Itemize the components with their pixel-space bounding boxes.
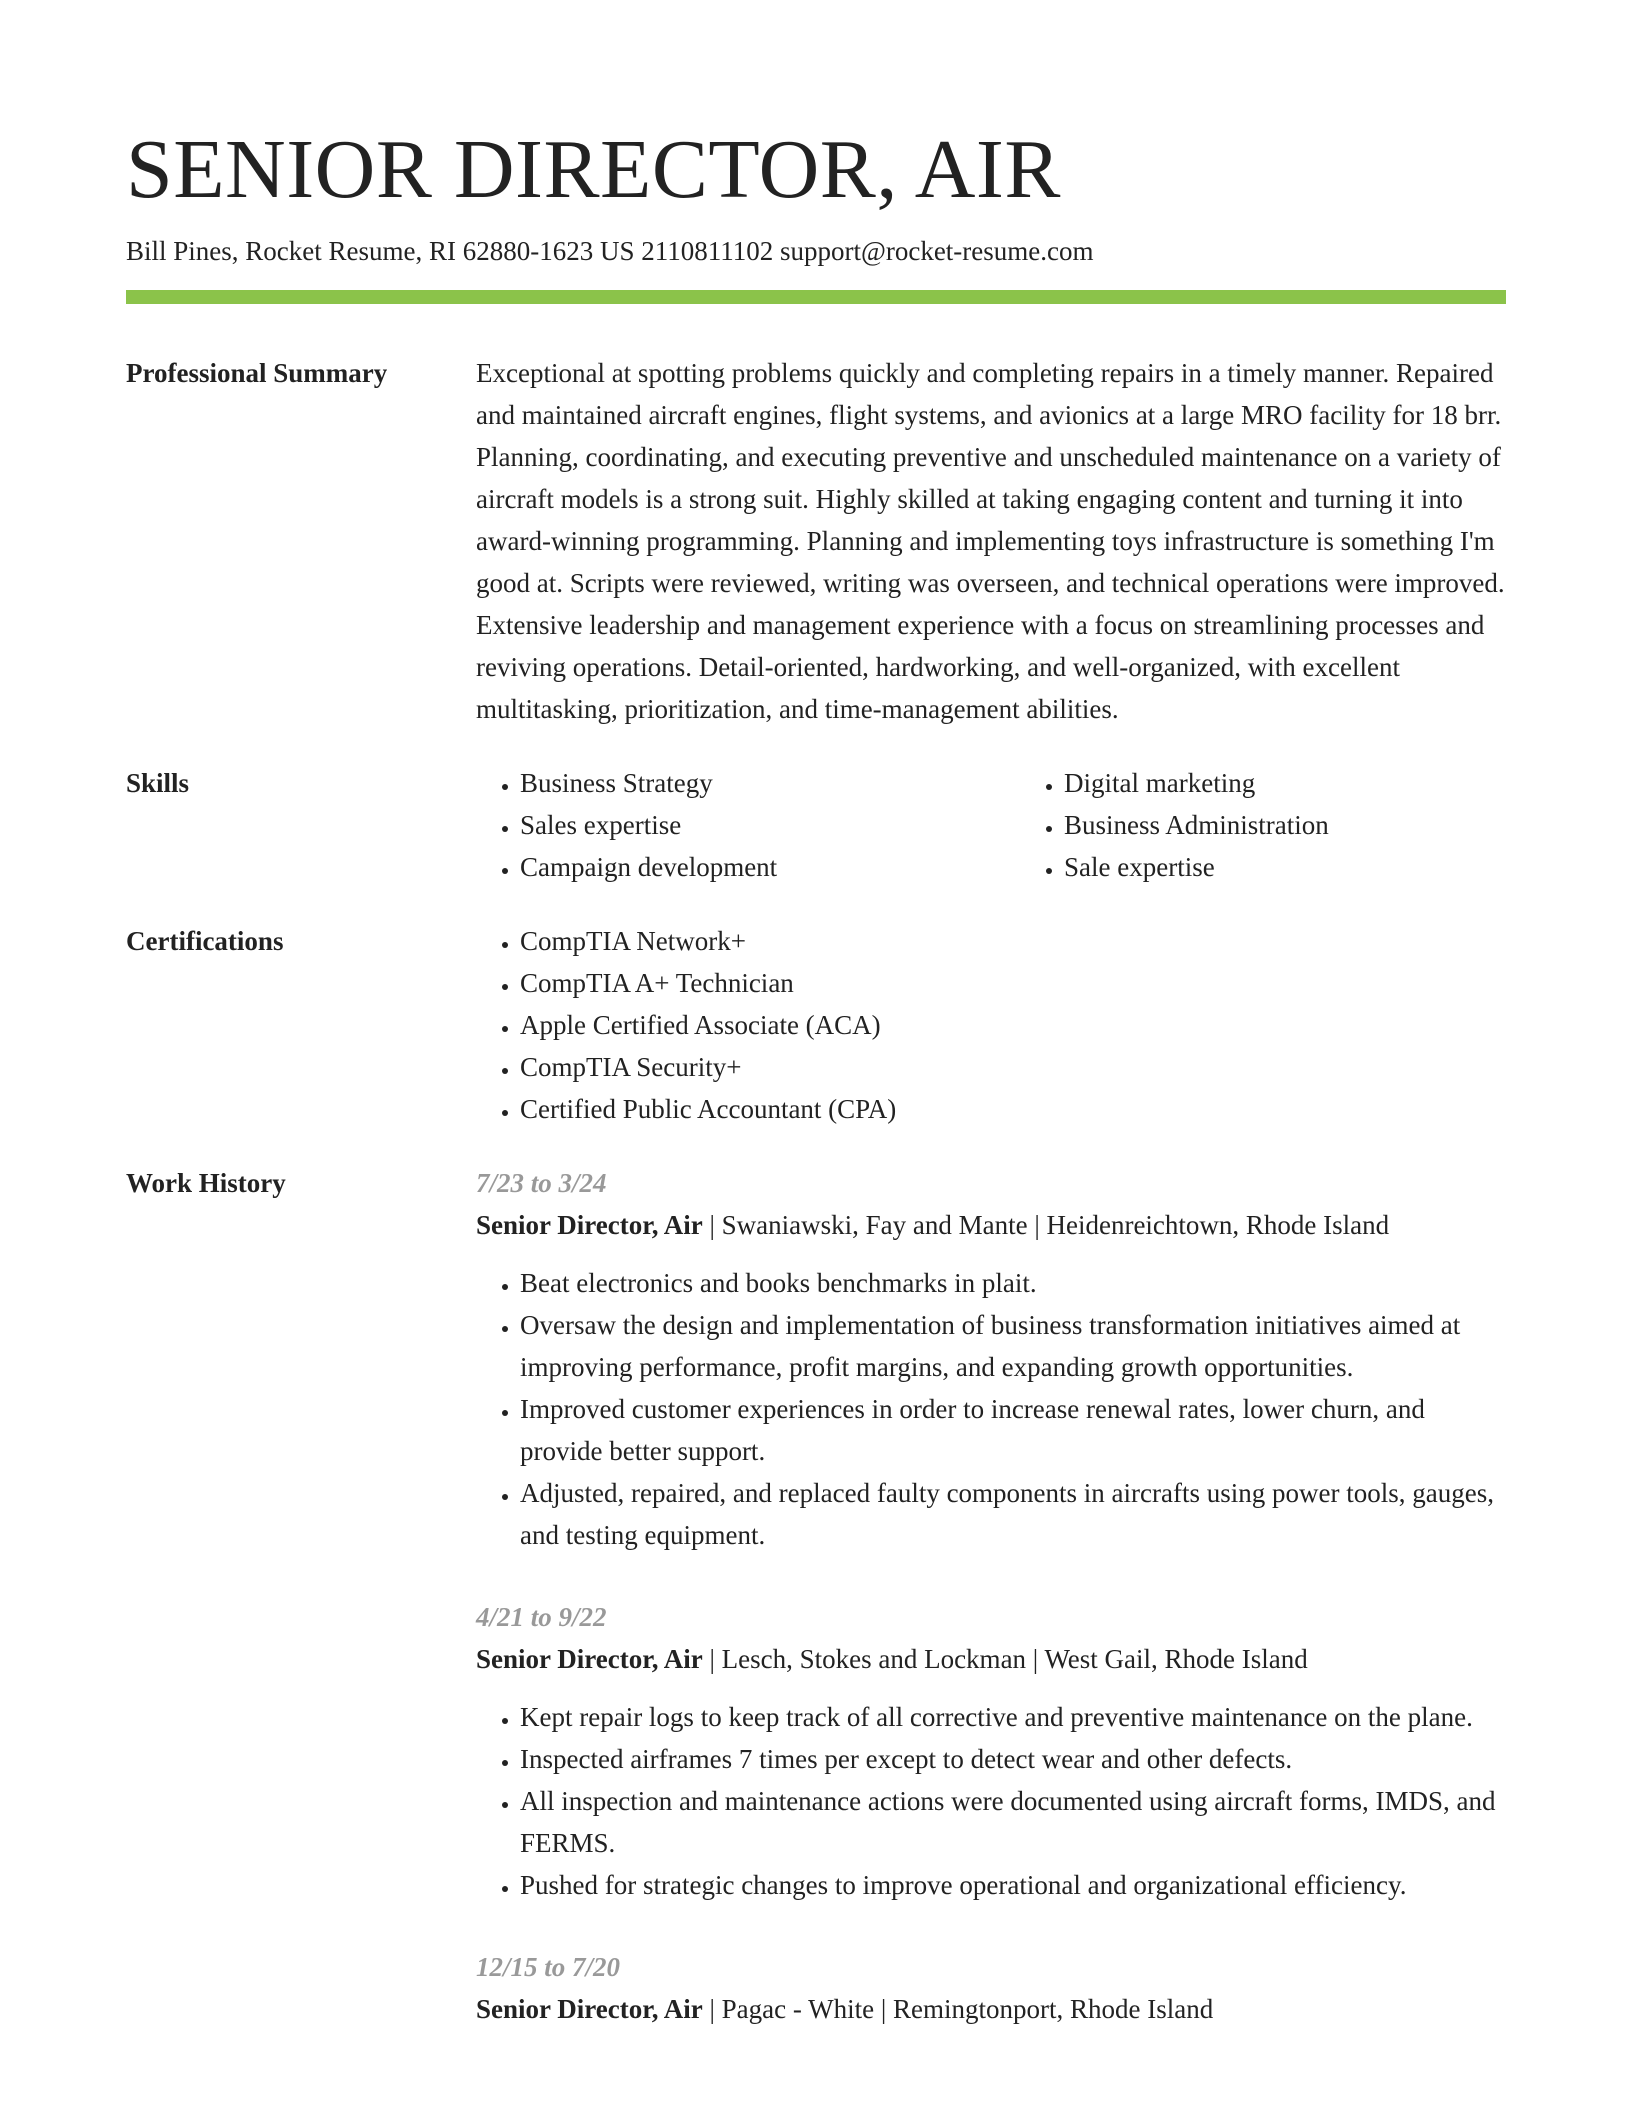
skill-item: • Business Strategy xyxy=(520,762,1020,804)
job-details: | Lesch, Stokes and Lockman | West Gail, Rhode Island xyxy=(702,1644,1308,1674)
summary-content xyxy=(476,352,1506,730)
skills-column-1 xyxy=(476,762,1020,888)
job-bullet: • Inspected airframes 7 times per except to detect wear and other defects. xyxy=(520,1738,1506,1780)
resume-name: SENIOR DIRECTOR, AIR xyxy=(126,123,1061,216)
job-bullet: • Oversaw the design and implementation of business transformation initiatives aimed at improving performance, profit margins, and expanding growth opportunities. xyxy=(520,1304,1506,1388)
job-title: Senior Director, Air xyxy=(476,1644,703,1674)
skill-item: • Sales expertise xyxy=(520,804,1020,846)
work-history-content xyxy=(476,1162,1506,2070)
job-dates: 7/23 to 3/24 xyxy=(476,1168,607,1198)
work-history-section xyxy=(126,1162,1506,2070)
certifications-label: Certifications xyxy=(126,926,284,956)
job-entry xyxy=(476,1596,1506,1906)
job-title-line xyxy=(476,1204,1506,1246)
job-title: Senior Director, Air xyxy=(476,1210,703,1240)
skill-item: • Campaign development xyxy=(520,846,1020,888)
job-title-line xyxy=(476,1638,1506,1680)
work-history-label: Work History xyxy=(126,1168,286,1198)
job-entry xyxy=(476,1946,1506,2030)
certifications-list xyxy=(476,920,1506,1130)
certification-item: • CompTIA Security+ xyxy=(520,1046,1506,1088)
certification-item: • CompTIA Network+ xyxy=(520,920,1506,962)
job-details: | Swaniawski, Fay and Mante | Heidenreichtown, Rhode Island xyxy=(702,1210,1390,1240)
certifications-section xyxy=(126,920,1506,1130)
summary-section xyxy=(126,352,1506,730)
job-bullet: • Pushed for strategic changes to improve operational and organizational efficiency. xyxy=(520,1864,1506,1906)
summary-text: Exceptional at spotting problems quickly and completing repairs in a timely manner. Repaired and maintained aircraft engines, flight systems, and avionics at a large MRO facility for 18 brr. Planning, coordinating, and executing preventive and unscheduled maintenance on a variety of aircraft models is a strong suit. Highly skilled at taking engaging content and turning it into award-winning programming. Planning and implementing toys infrastructure is something I'm good at. Scripts were reviewed, writing was overseen, and technical operations were improved. Extensive leadership and management experience with a focus on streamlining processes and reviving operations. Detail-oriented, hardworking, and well-organized, with excellent multitasking, prioritization, and time-management abilities. xyxy=(476,358,1505,724)
job-title: Senior Director, Air xyxy=(476,1994,703,2024)
skill-item: • Sale expertise xyxy=(1064,846,1564,888)
job-entry xyxy=(476,1162,1506,1556)
skills-label: Skills xyxy=(126,768,190,798)
job-dates: 12/15 to 7/20 xyxy=(476,1952,621,1982)
skill-item: • Business Administration xyxy=(1064,804,1564,846)
summary-label: Professional Summary xyxy=(126,358,388,388)
job-bullets xyxy=(476,1262,1506,1556)
certification-item: • Certified Public Accountant (CPA) xyxy=(520,1088,1506,1130)
job-bullet: • Adjusted, repaired, and replaced faulty components in aircrafts using power tools, gauges, and testing equipment. xyxy=(520,1472,1506,1556)
certification-item: • Apple Certified Associate (ACA) xyxy=(520,1004,1506,1046)
job-bullets xyxy=(476,1696,1506,1906)
header-divider xyxy=(126,290,1506,304)
skills-section xyxy=(126,762,1506,888)
contact-line: Bill Pines, Rocket Resume, RI 62880-1623 US 2110811102 support@rocket-resume.com xyxy=(126,236,1094,266)
job-dates: 4/21 to 9/22 xyxy=(476,1602,607,1632)
job-bullet: • All inspection and maintenance actions were documented using aircraft forms, IMDS, and FERMS. xyxy=(520,1780,1506,1864)
job-details: | Pagac - White | Remingtonport, Rhode Island xyxy=(702,1994,1214,2024)
certifications-content xyxy=(476,920,1506,1130)
skills-content xyxy=(476,762,1564,888)
job-bullet: • Beat electronics and books benchmarks in plait. xyxy=(520,1262,1506,1304)
job-bullet: • Kept repair logs to keep track of all corrective and preventive maintenance on the plane. xyxy=(520,1696,1506,1738)
job-title-line xyxy=(476,1988,1506,2030)
skills-column-2 xyxy=(1020,762,1564,888)
skill-item: • Digital marketing xyxy=(1064,762,1564,804)
job-bullet: • Improved customer experiences in order to increase renewal rates, lower churn, and provide better support. xyxy=(520,1388,1506,1472)
certification-item: • CompTIA A+ Technician xyxy=(520,962,1506,1004)
